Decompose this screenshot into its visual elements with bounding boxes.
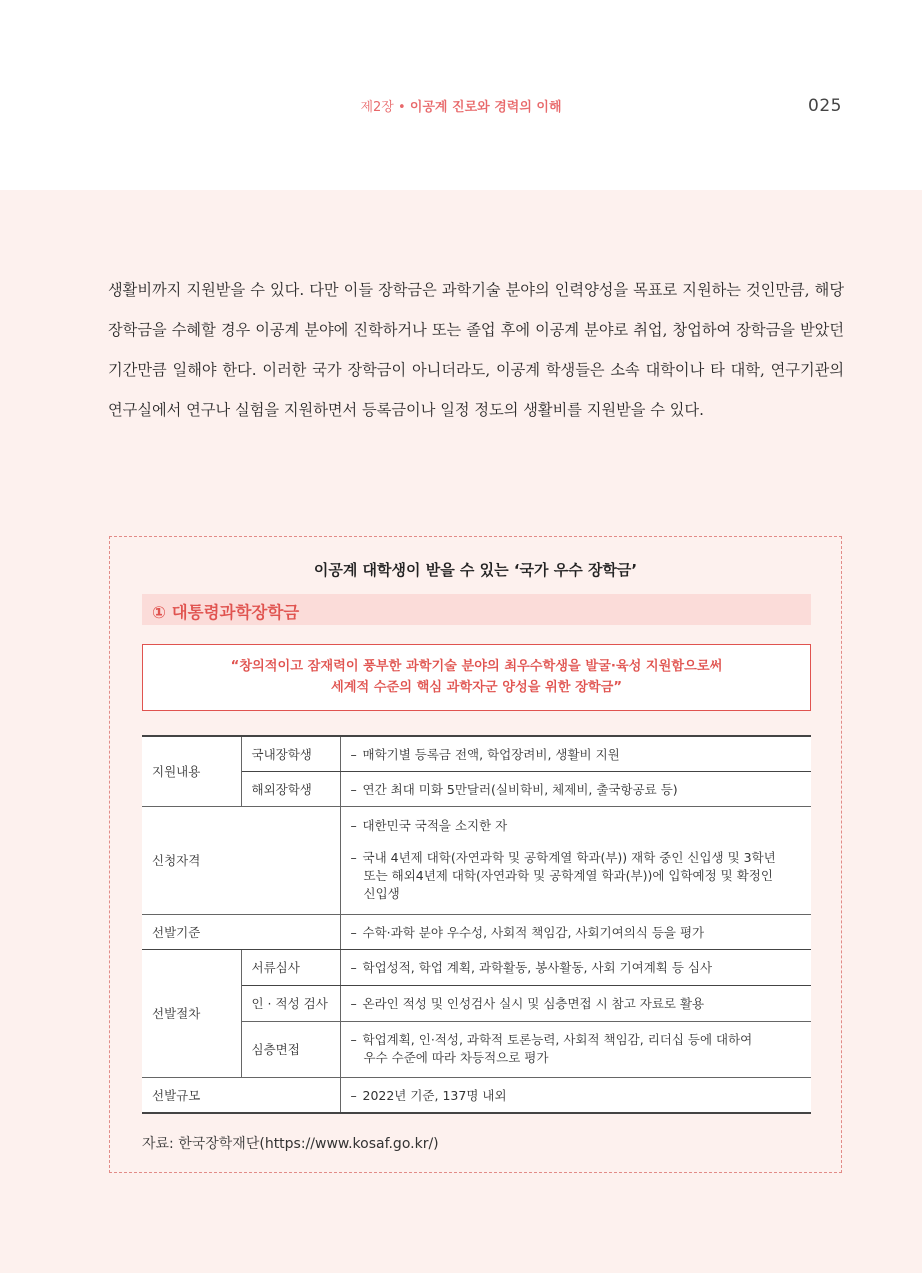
row-label-eligibility: 신청자격 xyxy=(142,806,340,914)
dash-mark: – xyxy=(350,960,357,975)
dash-mark: – xyxy=(350,746,357,762)
dash-mark: – xyxy=(350,996,357,1011)
table-row xyxy=(142,914,811,949)
documents-value: 학업성적, 학업 계획, 과학활동, 봉사활동, 사회 기여계획 등 심사 xyxy=(362,960,713,975)
sub-label-documents: 서류심사 xyxy=(241,949,340,985)
criteria-value: 수학·과학 분야 우수성, 사회적 책임감, 사회기여의식 등을 평가 xyxy=(362,924,705,940)
chapter-title: 이공계 진로와 경력의 이해 xyxy=(409,100,562,115)
table-row xyxy=(142,736,811,771)
row-label-scale: 선발규모 xyxy=(142,1077,340,1113)
sub-label-aptitude: 인 · 적성 검사 xyxy=(241,985,340,1021)
cell-scale xyxy=(340,1077,811,1113)
source-note: 자료: 한국장학재단(https://www.kosaf.go.kr/) xyxy=(142,1136,439,1152)
cell-eligibility xyxy=(340,806,811,914)
sub-label-domestic: 국내장학생 xyxy=(241,736,340,771)
dash-mark: – xyxy=(350,924,357,940)
table-row xyxy=(142,1077,811,1113)
separator-dot: • xyxy=(398,100,406,115)
scholarship-table xyxy=(142,735,811,1114)
page-header-area xyxy=(0,0,922,190)
table-row xyxy=(142,1021,811,1077)
dash-mark: – xyxy=(350,1032,357,1047)
table-row xyxy=(142,806,811,914)
table-row xyxy=(142,985,811,1021)
eligibility-item-2-line-1: 국내 4년제 대학(자연과학 및 공학계열 학과(부)) 재학 중인 신입생 및 3학년 xyxy=(362,850,776,865)
dash-mark: – xyxy=(350,781,357,797)
row-label-procedure: 선발절차 xyxy=(142,949,241,1077)
eligibility-item-1: 대한민국 국적을 소지한 자 xyxy=(362,818,508,833)
overseas-value: 연간 최대 미화 5만달러(실비학비, 체제비, 출국항공료 등) xyxy=(362,781,678,797)
running-head xyxy=(0,96,922,115)
box-title: 이공계 대학생이 받을 수 있는 ‘국가 우수 장학금’ xyxy=(313,561,638,579)
cell-interview xyxy=(340,1021,811,1077)
cell-aptitude xyxy=(340,985,811,1021)
scholarship-box xyxy=(109,536,842,1173)
section-heading: ① 대통령과학장학금 xyxy=(152,603,300,622)
sub-label-interview: 심층면접 xyxy=(241,1021,340,1077)
chapter-label: 제2장 xyxy=(360,100,394,115)
dash-mark: – xyxy=(350,850,357,865)
dash-mark: – xyxy=(350,1087,357,1103)
row-label-criteria: 선발기준 xyxy=(142,914,340,949)
interview-line-2: 우수 수준에 따라 차등적으로 평가 xyxy=(363,1050,549,1065)
row-label-support: 지원내용 xyxy=(142,736,241,806)
scale-value: 2022년 기준, 137명 내외 xyxy=(362,1087,507,1103)
quote-box xyxy=(142,644,811,711)
section-heading-bar xyxy=(142,594,811,625)
body-paragraph: 생활비까지 지원받을 수 있다. 다만 이들 장학금은 과학기술 분야의 인력양성을 목표로 지원하는 것인만큼, 해당 장학금을 수혜할 경우 이공계 분야에 진학하거나 또는 졸업 후에 이공계 분야로 취업, 창업하여 장학금을 받았던 기간만큼 일해야 한다. 이러한 국가 장학금이 아니더라도, 이공계 학생들은 소속 대학이나 타 대학, 연구기관의 연구실에서 연구나 실험을 지원하면서 등록금이나 일정 정도의 생활비를 지원받을 수 있다. xyxy=(108,281,844,419)
domestic-value: 매학기별 등록금 전액, 학업장려비, 생활비 지원 xyxy=(362,746,620,762)
quote-line-2: 세계적 수준의 핵심 과학자군 양성을 위한 장학금” xyxy=(331,680,622,695)
table-row xyxy=(142,771,811,806)
interview-line-1: 학업계획, 인·적성, 과학적 토론능력, 사회적 책임감, 리더십 등에 대하여 xyxy=(362,1032,753,1047)
sub-label-overseas: 해외장학생 xyxy=(241,771,340,806)
cell-documents xyxy=(340,949,811,985)
table-row xyxy=(142,949,811,985)
dash-mark: – xyxy=(350,818,357,833)
eligibility-item-2-line-2: 또는 해외4년제 대학(자연과학 및 공학계열 학과(부))에 입학예정 및 확정인 xyxy=(363,868,773,883)
eligibility-item-2-line-3: 신입생 xyxy=(363,886,400,901)
quote-line-1: “창의적이고 잠재력이 풍부한 과학기술 분야의 최우수학생을 발굴·육성 지원함으로써 xyxy=(230,659,723,674)
cell-overseas xyxy=(340,771,811,806)
page-number: 025 xyxy=(808,96,842,116)
cell-domestic xyxy=(340,736,811,771)
cell-criteria xyxy=(340,914,811,949)
aptitude-value: 온라인 적성 및 인성검사 실시 및 심층면접 시 참고 자료로 활용 xyxy=(362,996,705,1011)
